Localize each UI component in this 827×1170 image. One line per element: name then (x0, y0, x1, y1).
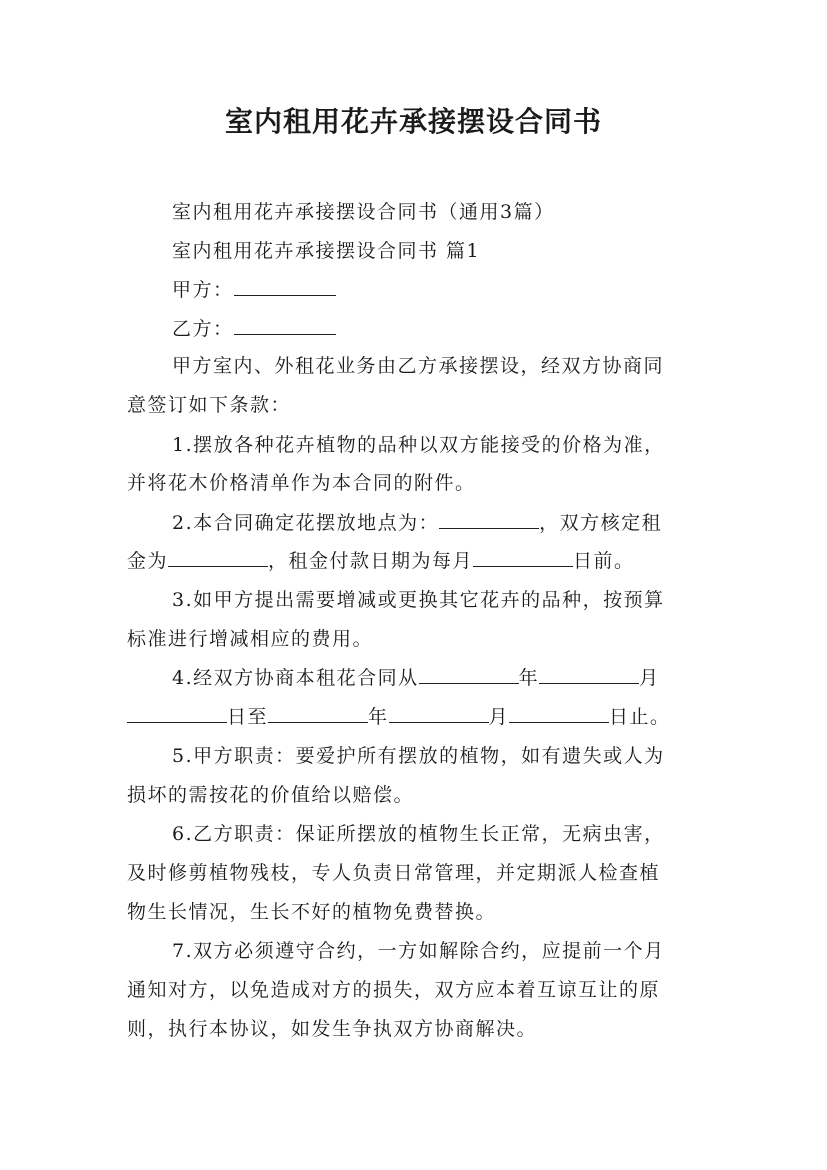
section-heading: 室内租用花卉承接摆设合同书 篇1 (172, 240, 481, 262)
clause-4-month-label: 月 (639, 667, 660, 689)
clause-4-text-b: 日至 (227, 706, 269, 728)
clause-4-line-2 (127, 702, 671, 732)
clause-5-line-1: 5.甲方职责：要爱护所有摆放的植物，如有遗失或人为 (172, 745, 665, 767)
clause-6-line-2: 及时修剪植物残枝，专人负责日常管理，并定期派人检查植 (127, 862, 661, 884)
party-b-label: 乙方： (172, 318, 234, 340)
start-year-blank (419, 664, 519, 684)
clause-4-text-e: 日止。 (609, 706, 671, 728)
clause-4-text-d: 月 (488, 706, 510, 728)
party-a-blank (234, 276, 336, 296)
clause-6-line-3: 物生长情况，生长不好的植物免费替换。 (127, 901, 497, 923)
clause-3-line-1: 3.如甲方提出需要增减或更换其它花卉的品种，按预算 (172, 589, 665, 611)
clause-2-text-a: 2.本合同确定花摆放地点为： (172, 512, 440, 534)
clause-1-line-1: 1.摆放各种花卉植物的品种以双方能接受的价格为准， (172, 434, 665, 456)
payment-day-blank (473, 547, 573, 567)
party-a-line (172, 275, 336, 305)
intro-line-2: 意签订如下条款： (127, 394, 292, 416)
clause-4-year-label: 年 (518, 667, 540, 689)
document-title: 室内租用花卉承接摆设合同书 (224, 105, 602, 138)
clause-7-line-3: 则，执行本协议，如发生争执双方协商解决。 (127, 1018, 538, 1040)
clause-2-text-e: 日前。 (573, 550, 635, 572)
rent-blank (168, 547, 268, 567)
clause-2-text-d: ，租金付款日期为每月 (268, 550, 474, 572)
clause-4-line-1 (172, 663, 660, 693)
party-b-blank (234, 315, 336, 335)
clause-3-line-2: 标准进行增减相应的费用。 (127, 628, 374, 650)
intro-line-1: 甲方室内、外租花业务由乙方承接摆设，经双方协商同 (172, 355, 665, 377)
party-b-line (172, 314, 336, 344)
location-blank (439, 509, 539, 529)
end-month-blank (389, 703, 489, 723)
clause-7-line-2: 通知对方，以免造成对方的损失，双方应本着互谅互让的原 (127, 979, 661, 1001)
end-day-blank (509, 703, 609, 723)
party-a-label: 甲方： (172, 279, 234, 301)
clause-1-line-2: 并将花木价格清单作为本合同的附件。 (127, 472, 476, 494)
clause-2-line-1 (172, 508, 662, 538)
clause-2-text-b: ，双方核定租 (539, 512, 663, 534)
clause-2-line-2 (127, 546, 635, 576)
end-year-blank (268, 703, 368, 723)
clause-5-line-2: 损坏的需按花的价值给以赔偿。 (127, 784, 415, 806)
clause-2-text-c: 金为 (127, 550, 169, 572)
start-day-blank (127, 703, 227, 723)
clause-7-line-1: 7.双方必须遵守合约，一方如解除合约，应提前一个月 (172, 940, 665, 962)
clause-4-text-c: 年 (368, 706, 389, 728)
clause-4-text-a: 4.经双方协商本租花合同从 (172, 667, 419, 689)
start-month-blank (539, 664, 639, 684)
clause-6-line-1: 6.乙方职责：保证所摆放的植物生长正常，无病虫害， (172, 823, 665, 845)
document-subtitle: 室内租用花卉承接摆设合同书（通用3篇） (172, 201, 555, 223)
